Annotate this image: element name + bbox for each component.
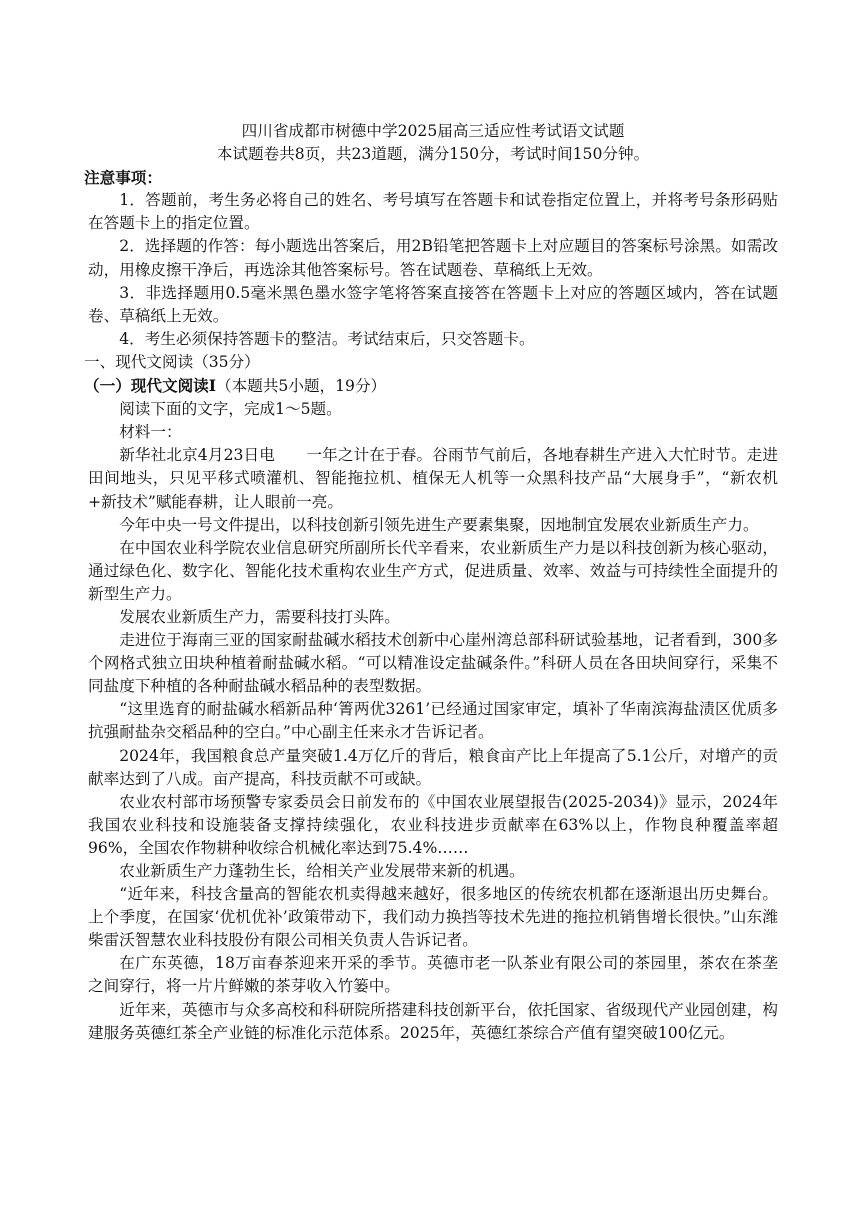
paragraph: 发展农业新质生产力，需要科技打头阵。 <box>119 607 400 626</box>
section-title: 一、现代文阅读（35分） <box>84 352 260 371</box>
notice-heading: 注意事项： <box>84 168 162 188</box>
exam-content <box>84 120 778 1045</box>
subsection-title <box>84 374 778 398</box>
subsection-title-note: （本题共5小题，19分） <box>216 377 387 396</box>
exam-title: 四川省成都市树德中学2025届高三适应性考试语文试题 <box>241 122 625 140</box>
paragraph: 2024年，我国粮食总产量突破1.4万亿斤的背后，粮食亩产比上年提高了5.1公斤，对增产的贡献率达到了八成。亩产提高，科技贡献不可或缺。 <box>88 746 778 788</box>
paragraph: 近年来，英德市与众多高校和科研院所搭建科技创新平台，依托国家、省级现代产业园创建，构建服务英德红茶全产业链的标准化示范体系。2025年，英德红茶综合产值有望突破100亿元。 <box>88 1000 778 1042</box>
notice-item-3: 3．非选择题用0.5毫米黑色墨水签字笔将答案直接答在答题卡上对应的答题区域内，答在试题卷、草稿纸上无效。 <box>88 283 778 325</box>
paragraph: 今年中央一号文件提出，以科技创新引领先进生产要素集聚，因地制宜发展农业新质生产力。 <box>119 515 759 534</box>
paragraph: 新华社北京4月23日电 一年之计在于春。谷雨节气前后，各地春耕生产进入大忙时节。走进田间地头，只见平移式喷灌机、智能拖拉机、植保无人机等一众黑科技产品“大展身手”，“新农机+新技术”赋能春耕，让人眼前一亮。 <box>88 446 778 511</box>
paragraph: “近年来，科技含量高的智能农机卖得越来越好，很多地区的传统农机都在逐渐退出历史舞台。上个季度，在国家‘优机优补’政策带动下，我们动力换挡等技术先进的拖拉机销售增长很快。”山东潍柴雷沃智慧农业科技股份有限公司相关负责人告诉记者。 <box>88 885 778 950</box>
notice-item-2: 2．选择题的作答：每小题选出答案后，用2B铅笔把答题卡上对应题目的答案标号涂黑。如需改动，用橡皮擦干净后，再选涂其他答案标号。答在试题卷、草稿纸上无效。 <box>88 237 778 279</box>
paragraph: 在中国农业科学院农业信息研究所副所长代辛看来，农业新质生产力是以科技创新为核心驱动，通过绿色化、数字化、智能化技术重构农业生产方式，促进质量、效率、效益与可持续性全面提升的新型生产力。 <box>88 538 778 603</box>
subsection-title-main: （一）现代文阅读Ⅰ <box>84 376 217 396</box>
notice-item-1: 1．答题前，考生务必将自己的姓名、考号填写在答题卡和试卷指定位置上，并将考号条形码贴在答题卡上的指定位置。 <box>88 191 778 233</box>
paragraph: 农业农村部市场预警专家委员会日前发布的《中国农业展望报告(2025-2034)》显示，2024年我国农业科技和设施装备支撑持续强化，农业科技进步贡献率在63%以上，作物良种覆盖率超96%，全国农作物耕种收综合机械化率达到75.4%…… <box>88 792 778 857</box>
paragraph: 在广东英德，18万亩春茶迎来开采的季节。英德市老一队茶业有限公司的茶园里，茶农在茶垄之间穿行，将一片片鲜嫩的茶芽收入竹篓中。 <box>88 954 778 996</box>
paragraph: “这里选育的耐盐碱水稻新品种‘箐两优3261’已经通过国家审定，填补了华南滨海盐渍区优质多抗强耐盐杂交稻品种的空白。”中心副主任来永才告诉记者。 <box>88 700 778 742</box>
reading-instruction: 阅读下面的文字，完成1～5题。 <box>119 400 342 419</box>
exam-info: 本试题卷共8页，共23道题，满分150分，考试时间150分钟。 <box>216 145 650 164</box>
paragraph: 农业新质生产力蓬勃生长，给相关产业发展带来新的机遇。 <box>119 862 525 880</box>
notice-item-4: 4．考生必须保持答题卡的整洁。考试结束后，只交答题卡。 <box>119 329 535 348</box>
paragraph: 走进位于海南三亚的国家耐盐碱水稻技术创新中心崖州湾总部科研试验基地，记者看到，300多个网格式独立田块种植着耐盐碱水稻。“可以精准设定盐碱条件。”科研人员在各田块间穿行，采集不同盐度下种植的各种耐盐碱水稻品种的表型数据。 <box>88 631 778 696</box>
material-label: 材料一： <box>119 423 182 442</box>
